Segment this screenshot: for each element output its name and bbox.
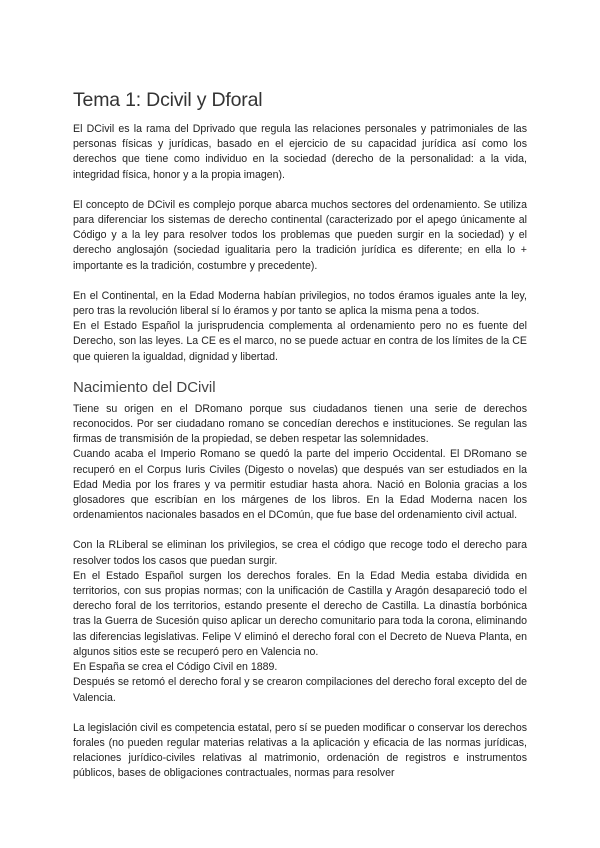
paragraph-section-7: La legislación civil es competencia estatal, pero sí se pueden modificar o conservar los derechos forales (no pueden regular materias relativas a la aplicación y eficacia de las normas jurídicas, relaciones jurídico-civiles relativas al matrimonio, ordenación de registros e instrumentos públicos, bases de obligaciones contractuales, normas para resolver	[73, 721, 528, 780]
section-heading: Nacimiento del DCivil	[73, 378, 216, 396]
paragraph-intro-1: El DCivil es la rama del Dprivado que regula las relaciones personales y patrimoniales de las personas físicas y jurídicas, basado en el ejercicio de su capacidad jurídica así como los derechos que tiene como individuo en la sociedad (derecho de la personalidad: a la vida, integridad física, honor y a la propia imagen).	[73, 123, 527, 181]
paragraph-section-6: Después se retomó el derecho foral y se crearon compilaciones del derecho foral excepto del de Valencia.	[73, 676, 527, 704]
paragraph-section-4: En el Estado Español surgen los derechos forales. En la Edad Media estaba dividida en territorios, con sus propias normas; con la unificación de Castilla y Aragón desapareció todo el derecho foral de los territorios, estando presente el derecho de Castilla. La dinastía borbónica tras la Guerra de Sucesión quiso aplicar un derecho comunitario para toda la corona, eliminando las diferencias legislativas. Felipe V eliminó el derecho foral con el Decreto de Nueva Planta, en algunos sitios este se recuperó pero en Valencia no.	[73, 569, 527, 658]
page-title: Tema 1: Dcivil y Dforal	[73, 89, 263, 111]
paragraph-intro-4: En el Estado Español la jurisprudencia complementa al ordenamiento pero no es fuente del Derecho, son las leyes. La CE es el marco, no se puede actuar en contra de los límites de la CE que quieren la igualdad, dignidad y libertad.	[73, 320, 527, 363]
document-body	[73, 88, 527, 782]
paragraph-section-1: Tiene su origen en el DRomano porque sus ciudadanos tienen una serie de derechos reconocidos. Por ser ciudadano romano se concedían derechos e instituciones. Se regulan las firmas de transmisión de la propiedad, se deben respetar las solemnidades.	[73, 402, 527, 446]
paragraph-intro-3: En el Continental, en la Edad Moderna habían privilegios, no todos éramos iguales ante la ley, pero tras la revolución liberal sí lo éramos y por tanto se aplica la misma pena a todos.	[73, 289, 527, 318]
paragraph-section-3: Con la RLiberal se eliminan los privilegios, se crea el código que recoge todo el derecho para resolver todos los casos que puedan surgir.	[73, 539, 527, 567]
paragraph-intro-2: El concepto de DCivil es complejo porque abarca muchos sectores del ordenamiento. Se utiliza para diferenciar los sistemas de derecho continental (caracterizado por el apego únicamente al Código y a la ley para resolver todos los problemas que pueden surgir en la sociedad) y el derecho anglosajón (sociedad igualitaria pero la tradición jurídica es diferente; en ella lo + importante es la tradición, costumbre y precedente).	[73, 198, 527, 272]
paragraph-section-5: En España se crea el Código Civil en 1889.	[73, 661, 278, 674]
paragraph-section-2: Cuando acaba el Imperio Romano se quedó la parte del imperio Occidental. El DRomano se recuperó en el Corpus Iuris Civiles (Digesto o novelas) que después van ser estudiados en la Edad Media por los frares y va permitir estudiar hasta ahora. Nació en Bolonia gracias a los glosadores que escribían en los márgenes de los libros. En la Edad Moderna nacen los ordenamientos nacionales basados en el DComún, que fue base del ordenamiento civil actual.	[73, 448, 527, 522]
